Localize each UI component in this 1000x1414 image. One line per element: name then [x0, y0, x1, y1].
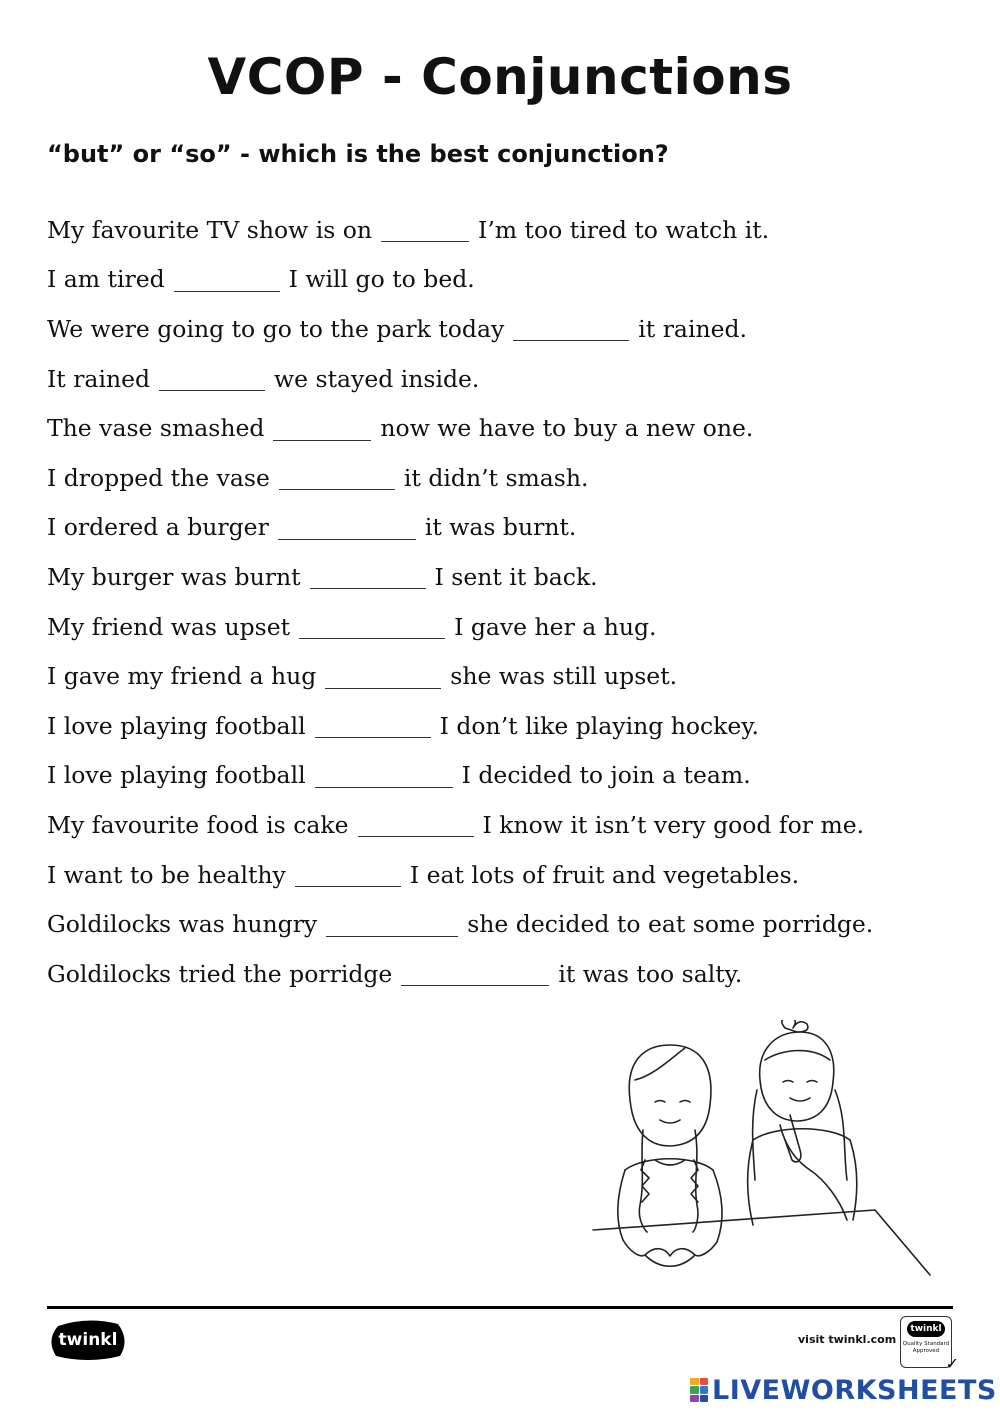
badge-text: Quality Standard Approved	[902, 1341, 950, 1354]
answer-blank[interactable]	[295, 862, 401, 887]
icon-square	[700, 1386, 709, 1393]
sentence-start: My burger was burnt	[47, 562, 301, 591]
sentence-start: My favourite TV show is on	[47, 215, 373, 244]
question-item	[47, 255, 967, 305]
answer-blank[interactable]	[174, 267, 280, 292]
question-item	[47, 701, 967, 751]
sentence-end: she decided to eat some porridge.	[467, 910, 874, 939]
answer-blank[interactable]	[401, 961, 549, 986]
sentence-end: it rained.	[638, 314, 748, 343]
question-item	[47, 800, 967, 850]
answer-blank[interactable]	[513, 316, 629, 341]
icon-square	[700, 1378, 709, 1385]
page-title: VCOP - Conjunctions	[207, 48, 793, 106]
question-item	[47, 503, 967, 553]
answer-blank[interactable]	[326, 912, 458, 937]
question-item	[47, 453, 967, 503]
girls-illustration	[585, 1020, 945, 1285]
liveworksheets-text: LIVEWORKSHEETS	[712, 1374, 997, 1406]
question-item	[47, 403, 967, 453]
sentence-end: I decided to join a team.	[461, 761, 751, 790]
sentence-start: My favourite food is cake	[47, 810, 349, 839]
sentence-end: I know it isn’t very good for me.	[482, 810, 865, 839]
sentence-end: it was burnt.	[424, 513, 577, 542]
sentence-end: I gave her a hug.	[454, 612, 657, 641]
sentence-end: now we have to buy a new one.	[380, 414, 754, 443]
answer-blank[interactable]	[278, 515, 416, 540]
instructions: “but” or “so” - which is the best conjunction?	[47, 140, 669, 168]
liveworksheets-icon	[690, 1378, 708, 1402]
sentence-start: Goldilocks tried the porridge	[47, 959, 393, 988]
question-item	[47, 651, 967, 701]
answer-blank[interactable]	[310, 564, 426, 589]
question-list	[47, 205, 967, 999]
question-item	[47, 850, 967, 900]
question-item	[47, 602, 967, 652]
answer-blank[interactable]	[273, 416, 371, 441]
sentence-end: it was too salty.	[558, 959, 743, 988]
answer-blank[interactable]	[315, 713, 431, 738]
sentence-start: I love playing football	[47, 761, 306, 790]
visit-link[interactable]: visit twinkl.com	[798, 1333, 897, 1346]
footer-rule	[47, 1306, 953, 1309]
sentence-start: I ordered a burger	[47, 513, 269, 542]
icon-square	[690, 1386, 699, 1393]
sentence-start: My friend was upset	[47, 612, 291, 641]
question-item	[47, 205, 967, 255]
sentence-start: I want to be healthy	[47, 860, 286, 889]
sentence-start: The vase smashed	[47, 414, 265, 443]
question-item	[47, 304, 967, 354]
sentence-end: I don’t like playing hockey.	[439, 711, 759, 740]
badge-brand: twinkl	[907, 1321, 945, 1337]
sentence-end: it didn’t smash.	[403, 463, 589, 492]
icon-square	[690, 1395, 699, 1402]
sentence-start: We were going to go to the park today	[47, 314, 505, 343]
sentence-end: I eat lots of fruit and vegetables.	[409, 860, 800, 889]
question-item	[47, 552, 967, 602]
sentence-start: I dropped the vase	[47, 463, 270, 492]
sentence-start: I am tired	[47, 265, 165, 294]
quality-badge	[900, 1316, 959, 1373]
answer-blank[interactable]	[358, 812, 474, 837]
answer-blank[interactable]	[159, 366, 265, 391]
twinkl-logo	[48, 1318, 128, 1362]
sentence-start: Goldilocks was hungry	[47, 910, 318, 939]
question-item	[47, 899, 967, 949]
sentence-end: I will go to bed.	[288, 265, 475, 294]
answer-blank[interactable]	[325, 664, 441, 689]
answer-blank[interactable]	[381, 217, 469, 242]
icon-square	[690, 1378, 699, 1385]
liveworksheets-watermark	[690, 1374, 997, 1406]
sentence-start: It rained	[47, 364, 151, 393]
question-item	[47, 949, 967, 999]
sentence-end: I’m too tired to watch it.	[478, 215, 770, 244]
sentence-end: she was still upset.	[450, 662, 678, 691]
question-item	[47, 354, 967, 404]
question-item	[47, 751, 967, 801]
check-icon: ✓	[945, 1354, 959, 1373]
sentence-end: I sent it back.	[434, 562, 598, 591]
sentence-start: I love playing football	[47, 711, 306, 740]
answer-blank[interactable]	[299, 614, 445, 639]
sentence-start: I gave my friend a hug	[47, 662, 317, 691]
answer-blank[interactable]	[279, 465, 395, 490]
twinkl-logo-text: twinkl	[58, 1330, 118, 1350]
icon-square	[700, 1395, 709, 1402]
sentence-end: we stayed inside.	[274, 364, 480, 393]
answer-blank[interactable]	[315, 763, 453, 788]
